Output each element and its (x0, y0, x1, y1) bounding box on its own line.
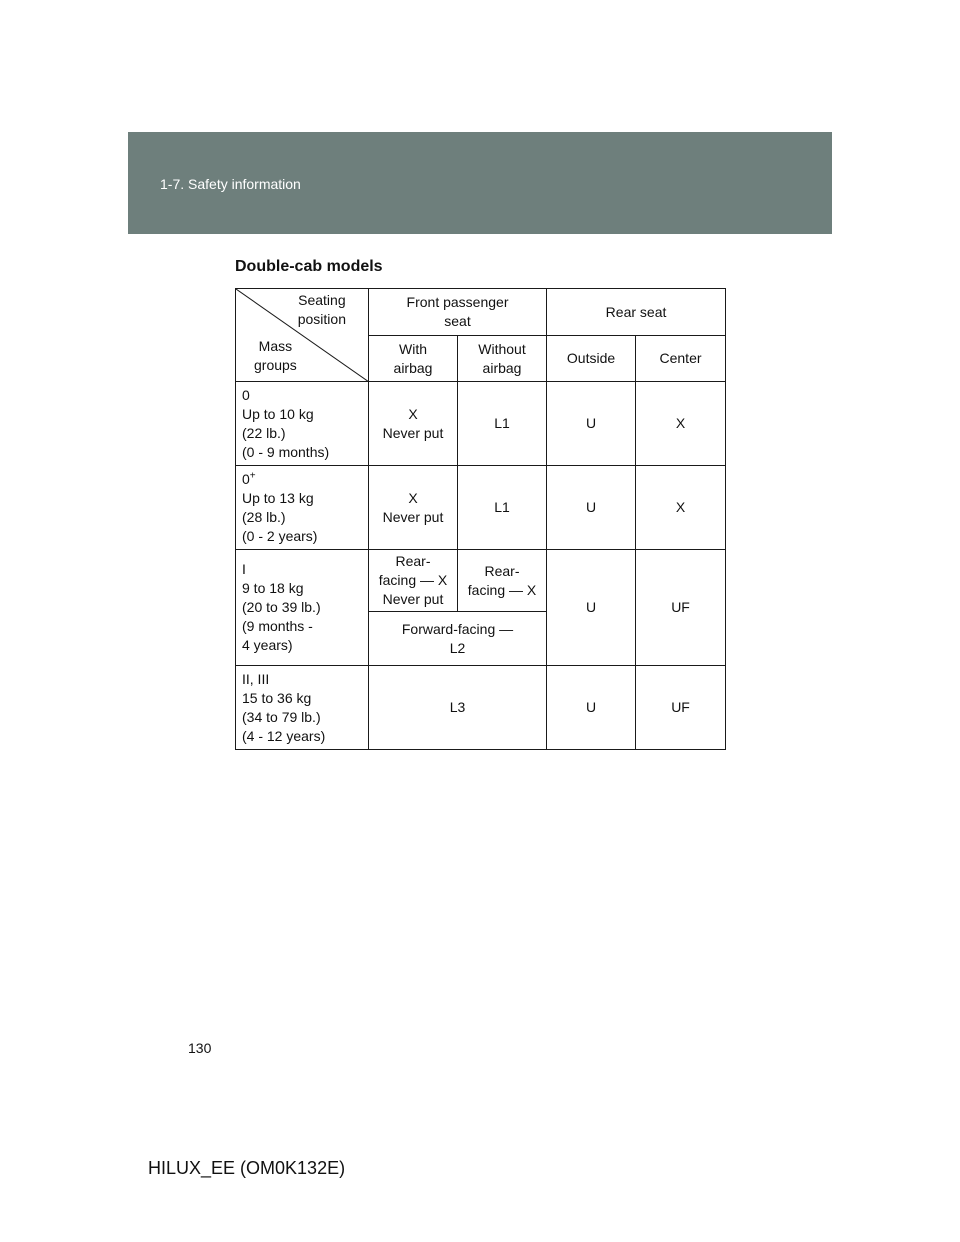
mass-range: 9 to 18 kg (20 to 39 lb.) (9 months - 4 years) (242, 580, 321, 653)
front-forward-facing-cell: Forward-facing — L2 (369, 612, 547, 666)
front-with-airbag-cell: Rear- facing — X Never put (369, 550, 458, 612)
front-without-airbag-cell: Rear- facing — X (458, 550, 547, 612)
rear-center-cell: X (636, 466, 726, 550)
group-label: I (242, 561, 246, 577)
mass-group-cell (236, 466, 369, 550)
front-passenger-cell: L3 (369, 666, 547, 750)
mass-groups-label: Mass groups (254, 338, 297, 373)
with-airbag-header: With airbag (369, 336, 458, 382)
mass-group-cell (236, 382, 369, 466)
rear-center-cell: UF (636, 666, 726, 750)
rear-outside-cell: U (547, 550, 636, 666)
rear-outside-cell: U (547, 666, 636, 750)
mass-range: Up to 13 kg (28 lb.) (0 - 2 years) (242, 489, 318, 544)
front-passenger-header: Front passenger seat (369, 289, 547, 336)
rear-outside-cell: U (547, 382, 636, 466)
rear-center-cell: X (636, 382, 726, 466)
table-corner-cell (236, 289, 369, 382)
rear-center-cell: UF (636, 550, 726, 666)
group-label: 0 (242, 386, 250, 403)
front-with-airbag-cell: X Never put (369, 466, 458, 550)
document-footer: HILUX_EE (OM0K132E) (148, 1158, 346, 1178)
rear-seat-header: Rear seat (547, 289, 726, 336)
mass-group-cell (236, 550, 369, 666)
outside-header: Outside (547, 336, 636, 382)
page-number: 130 (188, 1040, 212, 1056)
mass-range: 15 to 36 kg (34 to 79 lb.) (4 - 12 years) (242, 689, 326, 744)
front-without-airbag-cell: L1 (458, 466, 547, 550)
front-with-airbag-cell: X Never put (369, 382, 458, 466)
without-airbag-header: Without airbag (458, 336, 547, 382)
rear-outside-cell: U (547, 466, 636, 550)
table-row (236, 466, 726, 550)
chapter-header-band (128, 132, 832, 234)
group-superscript: + (249, 469, 256, 481)
section-label: 1-7. Safety information (160, 176, 301, 192)
mass-range: Up to 10 kg (22 lb.) (0 - 9 months) (242, 405, 330, 460)
seating-position-label: Seating position (297, 292, 346, 327)
group-label: 0 (242, 470, 250, 487)
table-row (236, 550, 726, 612)
center-header: Center (636, 336, 726, 382)
group-label: II, III (242, 670, 270, 687)
front-without-airbag-cell: L1 (458, 382, 547, 466)
mass-group-cell (236, 666, 369, 750)
page-heading: Double-cab models (235, 258, 383, 275)
child-seat-table (235, 288, 726, 750)
table-row (236, 666, 726, 750)
table-row (236, 382, 726, 466)
